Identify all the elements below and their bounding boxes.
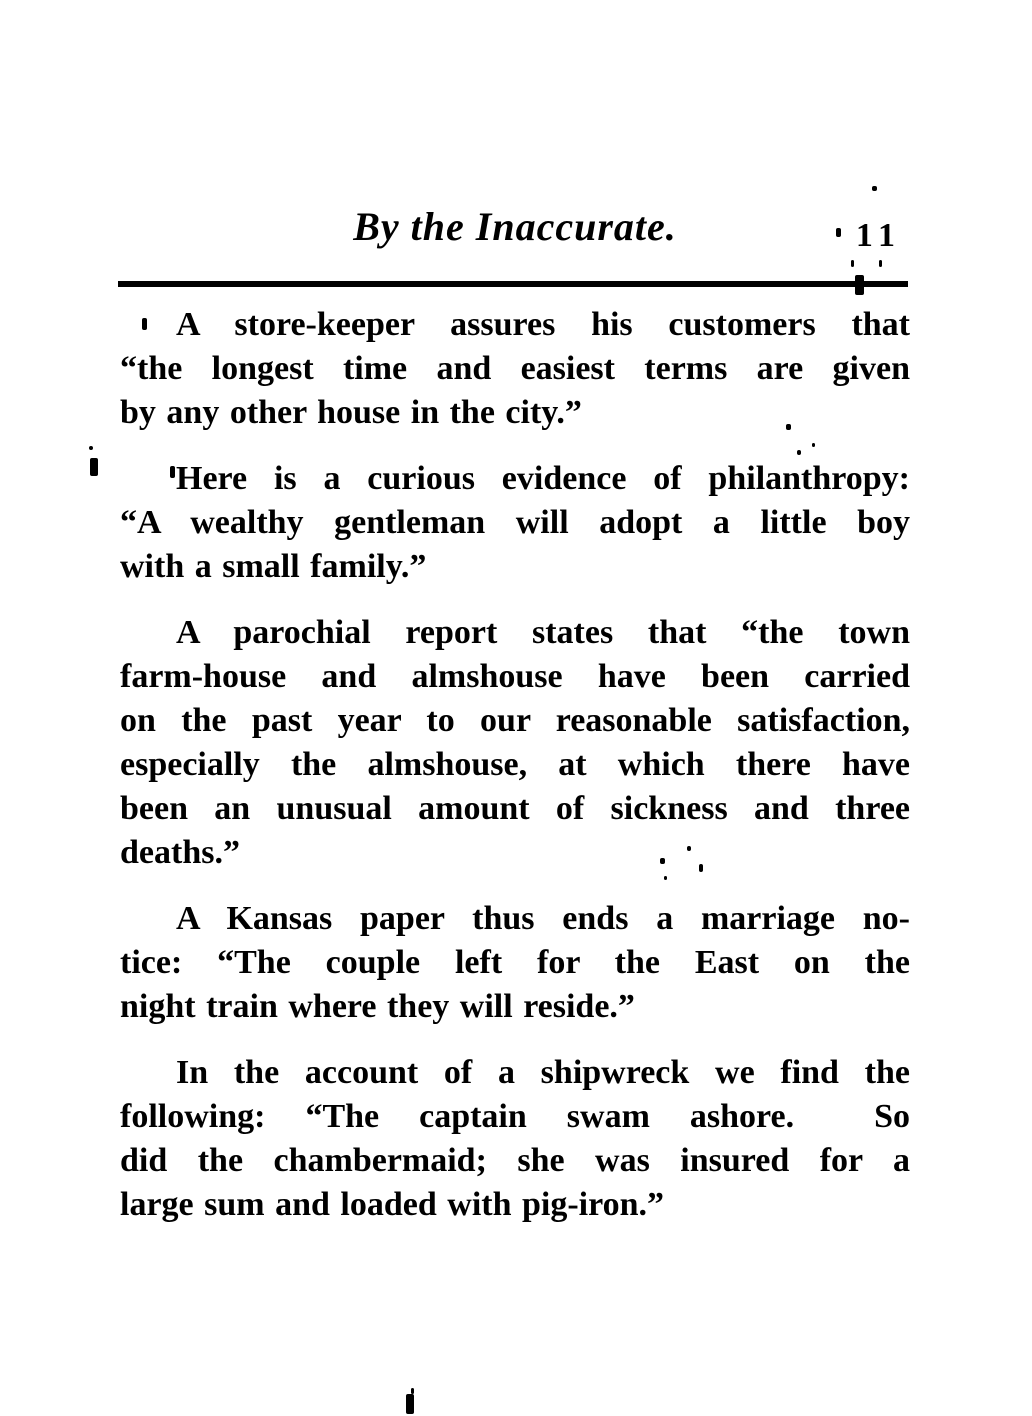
paragraph-line: A parochial report states that “the town [176,614,910,651]
ink-speck [836,228,841,237]
paragraph [120,897,910,1029]
paragraph-line: by any other house in the city.” [120,394,582,431]
paragraph-line: especially the almshouse, at which there have [120,746,910,783]
ink-speck [879,260,882,267]
page-title: By the Inaccurate. [353,204,677,249]
paragraph-line: In the account of a shipwreck we find the [176,1054,910,1091]
paragraph-line: following: “The captain swam ashore. So [120,1098,910,1135]
ink-speck [411,1388,414,1394]
ink-speck [660,858,665,864]
paragraph [120,1051,910,1227]
ink-speck [786,424,791,430]
paragraph-line: Here is a curious evidence of philanthropy: [176,460,910,497]
header-rule [118,281,908,287]
paragraph-line: “A wealthy gentleman will adopt a little boy [120,504,910,541]
ink-speck [872,186,877,191]
paragraph-line: A Kansas paper thus ends a marriage no- [176,900,910,937]
ink-speck [142,318,147,330]
paragraph [120,457,910,589]
paragraph-line: A store-keeper assures his customers that [176,306,910,343]
paragraph-line: did the chambermaid; she was insured for a [120,1142,910,1179]
paragraph [120,303,910,435]
paragraph-line: on the past year to our reasonable satisfaction, [120,702,910,739]
paragraph-line: night train where they will reside.” [120,988,635,1025]
paragraph-line: tice: “The couple left for the East on the [120,944,910,981]
paragraph-line: deaths.” [120,834,240,871]
page-number: 11 [855,217,902,254]
ink-speck [855,275,864,295]
ink-speck [89,446,93,450]
paragraph-line: “the longest time and easiest terms are given [120,350,910,387]
ink-speck [797,450,801,455]
paragraph-line: with a small family.” [120,548,427,585]
paragraph-line: large sum and loaded with pig-iron.” [120,1186,665,1223]
ink-speck [687,846,691,851]
ink-speck [664,876,667,880]
ink-speck [170,466,175,478]
paragraph [120,611,910,875]
page-body [120,303,910,1227]
paragraph-line: farm-house and almshouse have been carried [120,658,910,695]
paragraph-line: been an unusual amount of sickness and three [120,790,910,827]
ink-speck [90,458,98,476]
ink-speck [699,864,703,872]
ink-speck [812,443,815,447]
ink-speck [851,260,854,267]
ink-speck [406,1394,414,1414]
